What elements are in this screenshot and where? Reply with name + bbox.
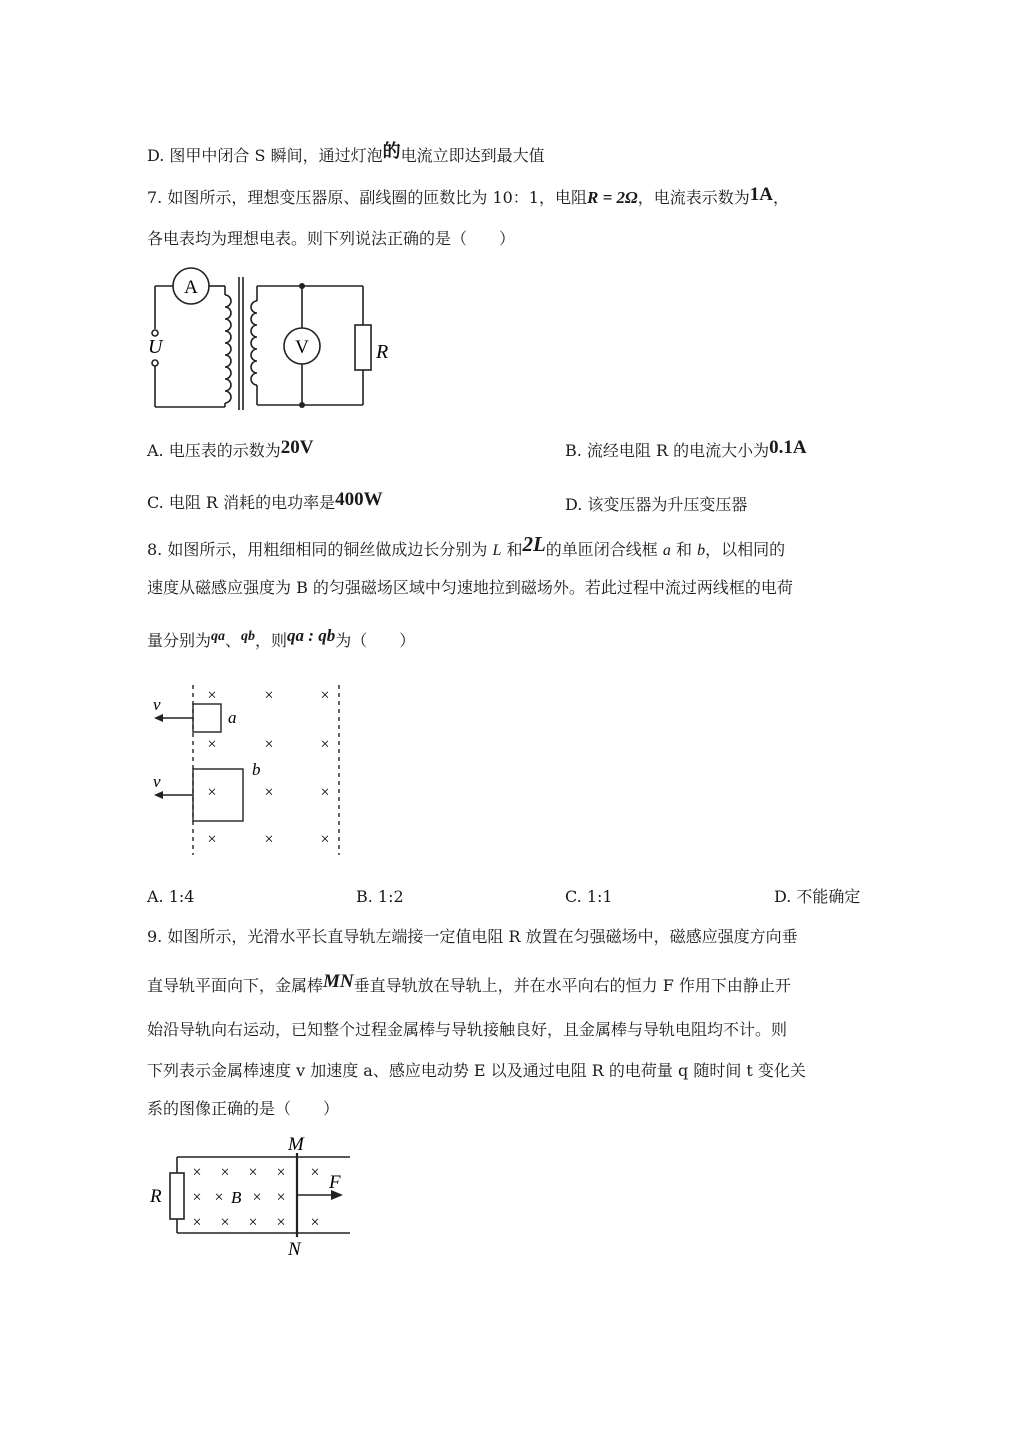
field-cross: × xyxy=(264,784,274,801)
q8-magnetic-field-diagram xyxy=(145,680,355,860)
field-cross: × xyxy=(276,1164,286,1181)
q7-option-b xyxy=(565,437,807,462)
field-cross: × xyxy=(207,687,217,704)
q7-stem-text: 7. 如图所示，理想变压器原、副线圈的匝数比为 10：1，电阻 xyxy=(147,188,587,207)
q7-option-c xyxy=(147,489,383,514)
field-cross: × xyxy=(320,831,330,848)
q8-stem-text5: ，则 xyxy=(255,631,288,650)
q8-option-b: B. 1:2 xyxy=(356,887,404,906)
field-cross: × xyxy=(207,784,217,801)
field-cross: × xyxy=(276,1214,286,1231)
field-cross: × xyxy=(248,1164,258,1181)
q8-stem-text: 8. 如图所示，用粗细相同的铜丝做成边长分别为 xyxy=(147,540,488,559)
field-cross: × xyxy=(264,831,274,848)
loop-b-label: b xyxy=(252,760,261,779)
q8-and: 和 xyxy=(506,540,523,559)
q8-2L: 2L xyxy=(522,532,546,556)
velocity-label-a: v xyxy=(153,695,161,714)
q7-current-value: 1A xyxy=(749,184,773,205)
q9-stem-line2 xyxy=(147,971,791,997)
resistor-label: R xyxy=(376,341,389,363)
q8-stem-text4: 量分别为 xyxy=(147,631,212,650)
q9-F-label: F xyxy=(329,1172,341,1193)
q8-ratio: qa : qb xyxy=(287,626,336,645)
loop-b xyxy=(193,769,243,821)
q9-B-label: B xyxy=(231,1188,242,1207)
q7-option-d: D. 该变压器为升压变压器 xyxy=(565,495,748,514)
q7-formula: R = 2Ω xyxy=(586,188,638,207)
q7-option-c-value: 400W xyxy=(335,489,383,510)
field-cross: × xyxy=(276,1189,286,1206)
q7-option-a xyxy=(147,437,314,462)
field-cross: × xyxy=(192,1189,202,1206)
loop-a-label: a xyxy=(228,708,237,727)
field-cross: × xyxy=(220,1164,230,1181)
q6-option-d xyxy=(147,141,545,167)
q8-stem-text2: 的单匝闭合线框 xyxy=(545,540,658,559)
q6-option-d-big: 的 xyxy=(382,141,401,161)
field-cross: × xyxy=(310,1164,320,1181)
field-cross: × xyxy=(248,1214,258,1231)
q8-stem-line2: 速度从磁感应强度为 B 的匀强磁场区域中匀速地拉到磁场外。若此过程中流过两线框的电荷 xyxy=(147,578,793,597)
q8-option-c: C. 1:1 xyxy=(565,887,613,906)
voltmeter-label: V xyxy=(295,337,309,358)
q8-stem-line1 xyxy=(147,532,786,562)
q9-MN: MN xyxy=(323,971,354,992)
velocity-label-b: v xyxy=(153,772,161,791)
field-cross: × xyxy=(320,687,330,704)
field-cross: × xyxy=(192,1164,202,1181)
q7-option-c-text: C. 电阻 R 消耗的电功率是 xyxy=(147,493,336,512)
q9-resistor xyxy=(170,1173,184,1219)
q9-N-label: N xyxy=(288,1239,301,1260)
ammeter-label: A xyxy=(184,277,198,298)
q9-stem-line1: 9. 如图所示，光滑水平长直导轨左端接一定值电阻 R 放置在匀强磁场中，磁感应强度方向垂 xyxy=(147,927,798,946)
field-cross: × xyxy=(207,736,217,753)
q8-b-label: b xyxy=(697,542,706,559)
q8-qb: qb xyxy=(241,629,256,644)
q8-stem-line3 xyxy=(147,626,416,654)
q8-and2: 和 xyxy=(676,540,693,559)
q7-option-b-text: B. 流经电阻 R 的电流大小为 xyxy=(565,441,770,460)
q7-transformer-diagram xyxy=(145,265,395,415)
q9-rail-diagram xyxy=(145,1135,365,1260)
q8-sep: 、 xyxy=(225,631,242,650)
q7-stem-line1 xyxy=(147,184,789,209)
q9-M-label: M xyxy=(288,1134,304,1155)
q7-stem-text3: ， xyxy=(772,188,789,207)
q8-stem-text3: ，以相同的 xyxy=(705,540,786,559)
field-cross: × xyxy=(192,1214,202,1231)
q9-stem-line4: 下列表示金属棒速度 v 加速度 a、感应电动势 E 以及通过电阻 R 的电荷量 q 随时间 t 变化关 xyxy=(147,1061,806,1080)
q8-option-a: A. 1:4 xyxy=(147,887,195,906)
q7-option-a-value: 20V xyxy=(280,437,314,458)
field-cross: × xyxy=(252,1189,262,1206)
q7-option-b-value: 0.1A xyxy=(769,437,807,458)
field-cross: × xyxy=(264,736,274,753)
q6-option-d-text: D. 图甲中闭合 S 瞬间，通过灯泡 xyxy=(147,146,383,165)
q6-option-d-end: 电流立即达到最大值 xyxy=(400,146,545,165)
field-cross: × xyxy=(207,831,217,848)
q7-stem-line2: 各电表均为理想电表。则下列说法正确的是（ ） xyxy=(147,229,516,248)
q9-stem-line3: 始沿导轨向右运动，已知整个过程金属棒与导轨接触良好，且金属棒与导轨电阻均不计。则 xyxy=(147,1020,788,1039)
q9-R-label: R xyxy=(150,1186,162,1207)
q9-stem-text: 直导轨平面向下，金属棒 xyxy=(147,976,324,995)
field-cross: × xyxy=(310,1214,320,1231)
q8-stem-text6: 为（ ） xyxy=(335,631,416,650)
loop-a xyxy=(193,704,221,732)
field-cross: × xyxy=(320,736,330,753)
q8-a-label: a xyxy=(662,542,671,559)
q7-stem-text2: ，电流表示数为 xyxy=(637,188,750,207)
q9-stem-line5: 系的图像正确的是（ ） xyxy=(147,1099,340,1118)
q8-option-d: D. 不能确定 xyxy=(774,887,861,906)
field-cross: × xyxy=(264,687,274,704)
q7-option-a-text: A. 电压表的示数为 xyxy=(147,441,281,460)
field-cross: × xyxy=(320,784,330,801)
field-cross: × xyxy=(214,1189,224,1206)
q8-L: L xyxy=(492,542,502,559)
source-label: U xyxy=(148,336,163,358)
q9-stem-text2: 垂直导轨放在导轨上，并在水平向右的恒力 F 作用下由静止开 xyxy=(353,976,791,995)
field-cross: × xyxy=(220,1214,230,1231)
q8-qa: qa xyxy=(211,629,226,644)
